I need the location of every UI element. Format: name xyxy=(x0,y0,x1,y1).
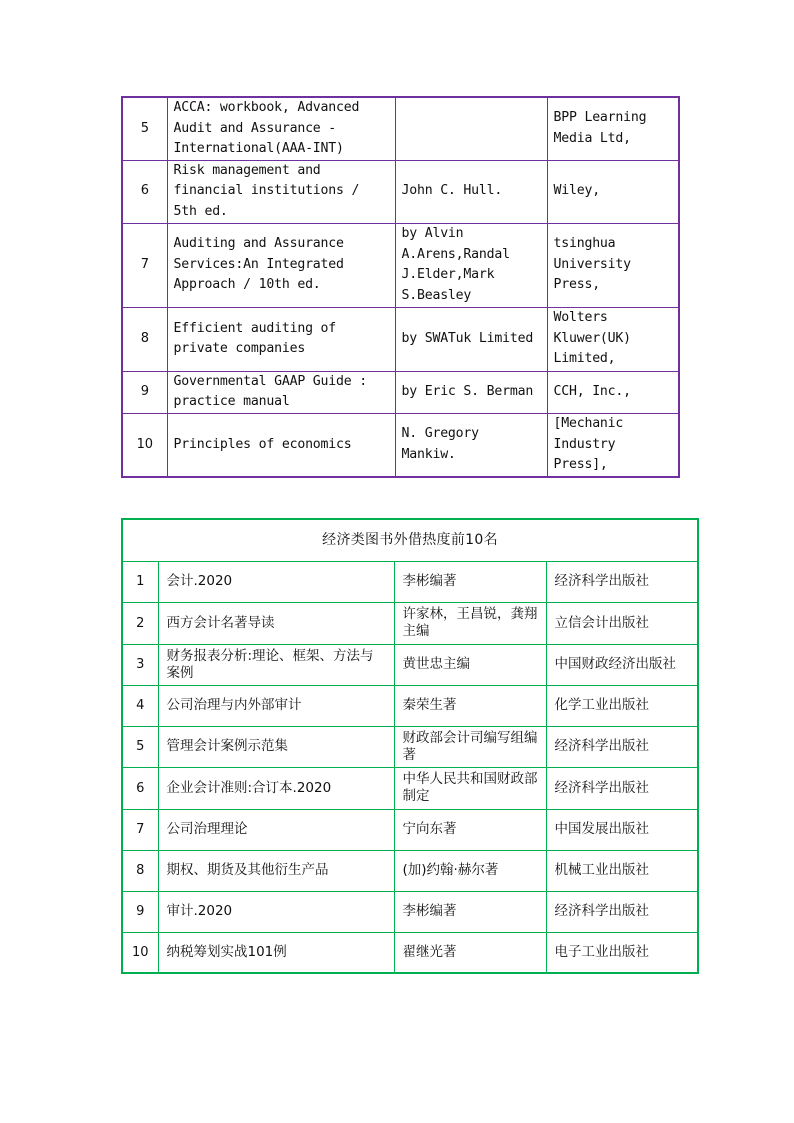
book-publisher: CCH, Inc., xyxy=(547,371,679,413)
book-title: Efficient auditing of private companies xyxy=(167,307,395,371)
row-number: 1 xyxy=(122,561,158,602)
book-author: 黄世忠主编 xyxy=(394,644,546,685)
book-title: 企业会计准则:合订本.2020 xyxy=(158,767,394,809)
book-publisher: 经济科学出版社 xyxy=(546,891,698,932)
foreign-books-table xyxy=(121,96,680,478)
book-publisher: 化学工业出版社 xyxy=(546,685,698,726)
book-publisher: 中国财政经济出版社 xyxy=(546,644,698,685)
row-number: 3 xyxy=(122,644,158,685)
book-author: by Eric S. Berman xyxy=(395,371,547,413)
book-title: 公司治理理论 xyxy=(158,809,394,850)
book-author: 宁向东著 xyxy=(394,809,546,850)
book-title: Principles of economics xyxy=(167,413,395,477)
table-row xyxy=(122,371,679,413)
book-title: 期权、期货及其他衍生产品 xyxy=(158,850,394,891)
table-caption-row xyxy=(122,519,698,561)
table-row xyxy=(122,602,698,644)
book-title: 公司治理与内外部审计 xyxy=(158,685,394,726)
book-title: 纳税筹划实战101例 xyxy=(158,932,394,973)
row-number: 6 xyxy=(122,160,167,223)
book-title: 管理会计案例示范集 xyxy=(158,726,394,767)
table-caption: 经济类图书外借热度前10名 xyxy=(122,519,698,561)
table-row xyxy=(122,160,679,223)
book-publisher: Wolters Kluwer(UK) Limited, xyxy=(547,307,679,371)
book-publisher: 中国发展出版社 xyxy=(546,809,698,850)
book-publisher: Wiley, xyxy=(547,160,679,223)
book-publisher: 立信会计出版社 xyxy=(546,602,698,644)
table-row xyxy=(122,644,698,685)
row-number: 6 xyxy=(122,767,158,809)
book-title: 财务报表分析:理论、框架、方法与案例 xyxy=(158,644,394,685)
book-author: 李彬编著 xyxy=(394,891,546,932)
book-author: 财政部会计司编写组编著 xyxy=(394,726,546,767)
book-author: 李彬编著 xyxy=(394,561,546,602)
book-publisher: BPP Learning Media Ltd, xyxy=(547,97,679,160)
row-number: 10 xyxy=(122,413,167,477)
row-number: 4 xyxy=(122,685,158,726)
book-publisher: tsinghua University Press, xyxy=(547,223,679,307)
table-row xyxy=(122,685,698,726)
book-author: by SWATuk Limited xyxy=(395,307,547,371)
book-publisher: 经济科学出版社 xyxy=(546,561,698,602)
table-row xyxy=(122,97,679,160)
book-title: 西方会计名著导读 xyxy=(158,602,394,644)
book-author: John C. Hull. xyxy=(395,160,547,223)
row-number: 7 xyxy=(122,809,158,850)
table-row xyxy=(122,932,698,973)
book-author: 许家林，王昌锐，龚翔主编 xyxy=(394,602,546,644)
row-number: 8 xyxy=(122,307,167,371)
book-author: 中华人民共和国财政部制定 xyxy=(394,767,546,809)
table-row xyxy=(122,223,679,307)
table-row xyxy=(122,726,698,767)
book-publisher: 经济科学出版社 xyxy=(546,726,698,767)
book-title: Governmental GAAP Guide : practice manual xyxy=(167,371,395,413)
row-number: 8 xyxy=(122,850,158,891)
book-author xyxy=(395,97,547,160)
table-row xyxy=(122,809,698,850)
book-publisher: 电子工业出版社 xyxy=(546,932,698,973)
row-number: 10 xyxy=(122,932,158,973)
book-publisher: 机械工业出版社 xyxy=(546,850,698,891)
book-author: N. Gregory Mankiw. xyxy=(395,413,547,477)
table-row xyxy=(122,891,698,932)
table-row xyxy=(122,850,698,891)
book-author: (加)约翰·赫尔著 xyxy=(394,850,546,891)
table-row xyxy=(122,307,679,371)
row-number: 5 xyxy=(122,97,167,160)
table-row xyxy=(122,767,698,809)
table-row xyxy=(122,413,679,477)
table-row xyxy=(122,561,698,602)
book-title: Risk management and financial institutions / 5th ed. xyxy=(167,160,395,223)
book-author: 翟继光著 xyxy=(394,932,546,973)
economics-books-table xyxy=(121,518,699,974)
row-number: 9 xyxy=(122,891,158,932)
book-author: by Alvin A.Arens,Randal J.Elder,Mark S.Beasley xyxy=(395,223,547,307)
book-title: Auditing and Assurance Services:An Integrated Approach / 10th ed. xyxy=(167,223,395,307)
book-publisher: [Mechanic Industry Press], xyxy=(547,413,679,477)
book-title: ACCA: workbook, Advanced Audit and Assurance - International(AAA-INT) xyxy=(167,97,395,160)
book-publisher: 经济科学出版社 xyxy=(546,767,698,809)
book-author: 秦荣生著 xyxy=(394,685,546,726)
book-title: 审计.2020 xyxy=(158,891,394,932)
row-number: 2 xyxy=(122,602,158,644)
book-title: 会计.2020 xyxy=(158,561,394,602)
row-number: 9 xyxy=(122,371,167,413)
row-number: 5 xyxy=(122,726,158,767)
row-number: 7 xyxy=(122,223,167,307)
